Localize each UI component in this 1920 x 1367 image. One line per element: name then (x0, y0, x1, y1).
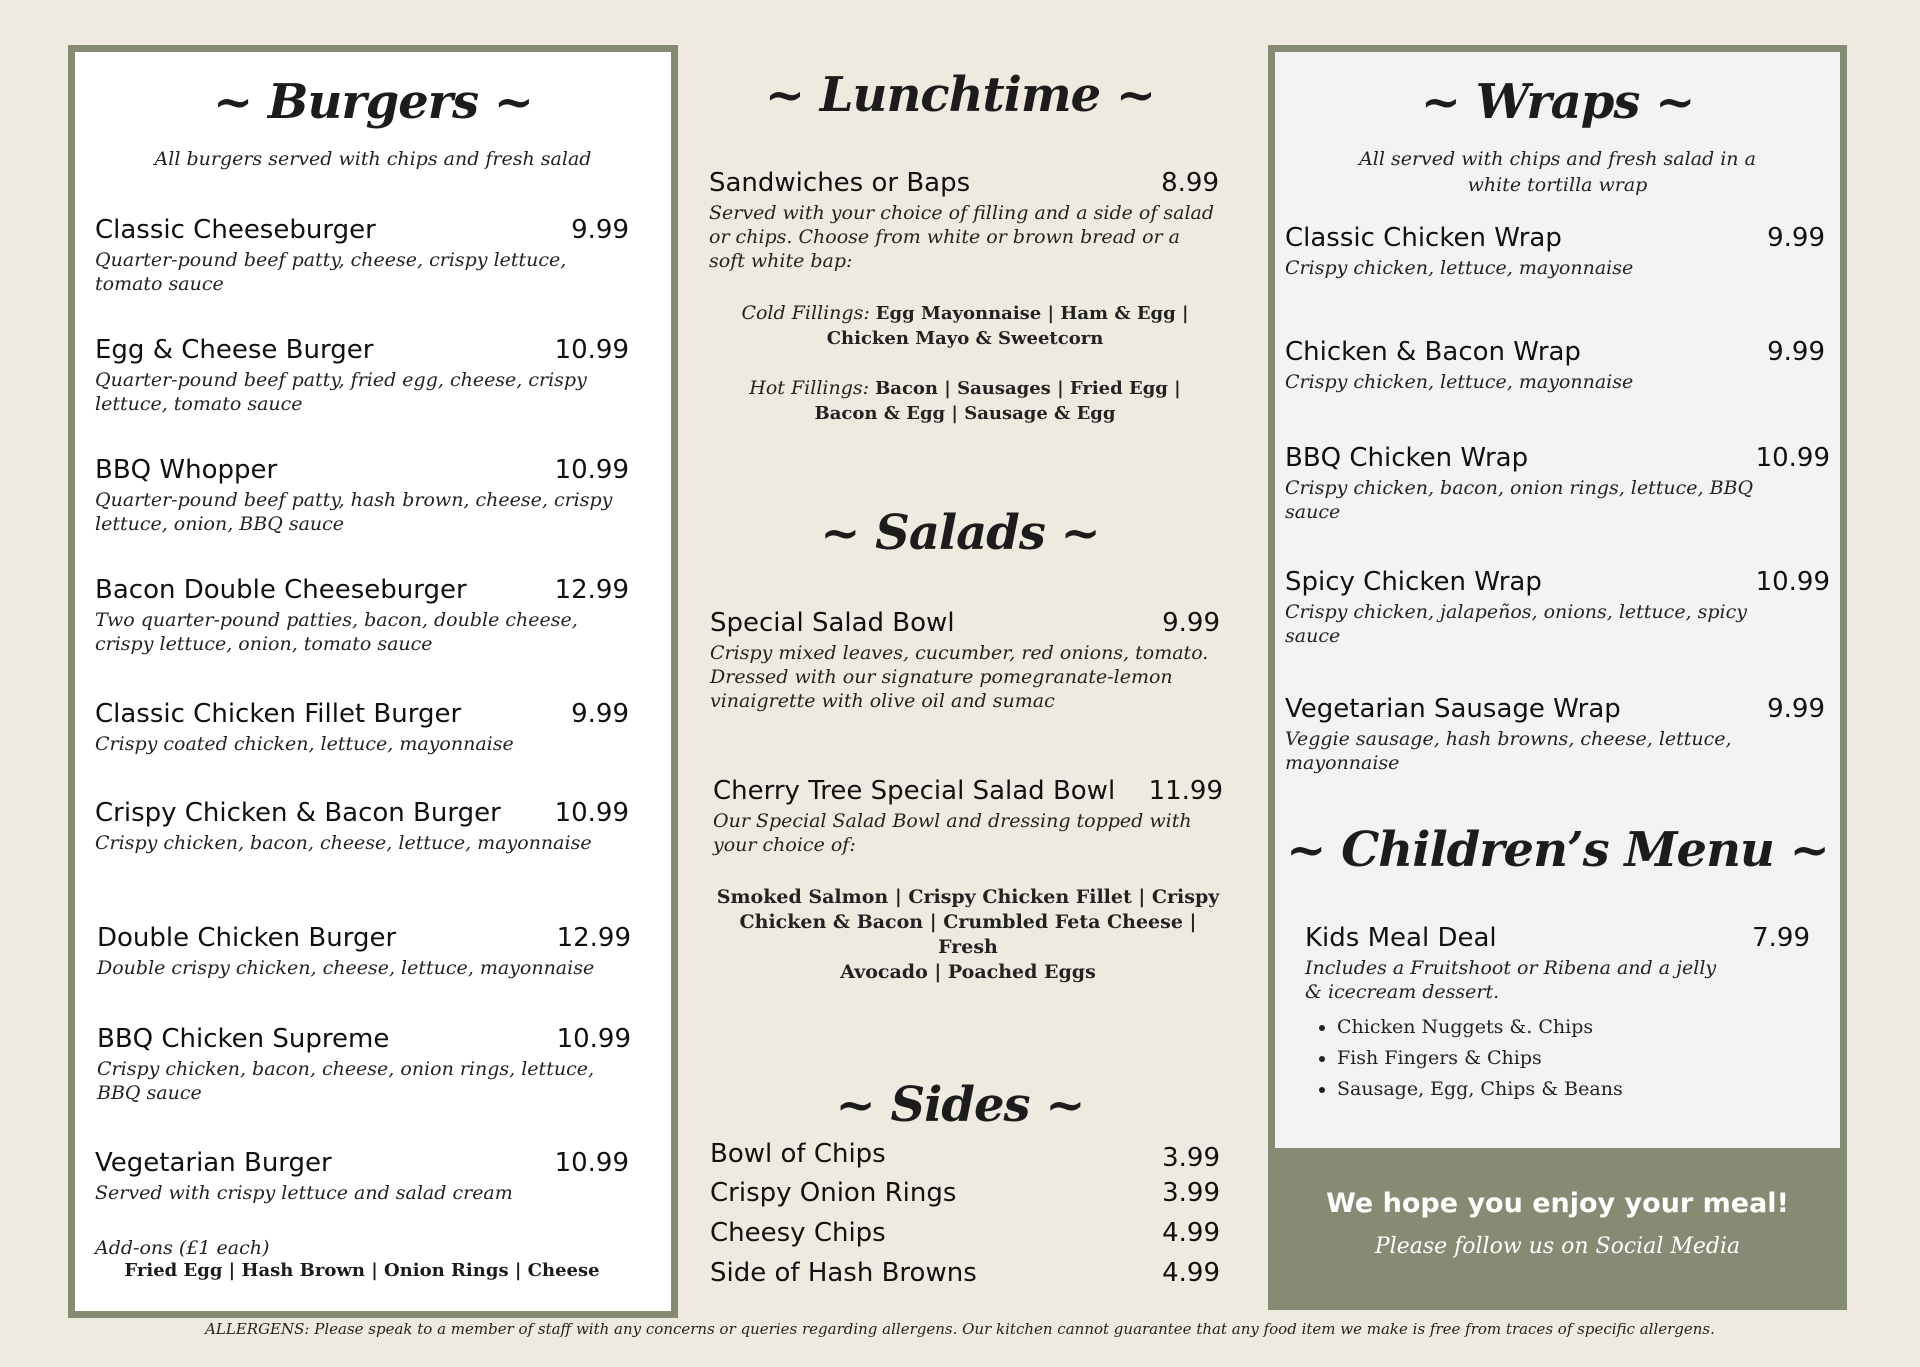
item-price: 9.99 (571, 699, 629, 729)
list-item: • Fish Fingers & Chips (1337, 1043, 1623, 1074)
item-name: Cherry Tree Special Salad Bowl (713, 776, 1116, 806)
hot-fillings-label: Hot Fillings: (749, 377, 870, 399)
hot-fillings-line2: Bacon & Egg | Sausage & Egg (814, 403, 1116, 424)
menu-item (95, 1147, 629, 1205)
item-name: Sandwiches or Baps (709, 168, 971, 198)
burgers-panel (68, 45, 678, 1318)
item-name: BBQ Whopper (95, 455, 278, 485)
item-price: 4.99 (1162, 1258, 1220, 1288)
item-desc: Crispy coated chicken, lettuce, mayonnaise (95, 733, 514, 755)
side-item (710, 1257, 1220, 1293)
hot-fillings-line1: Bacon | Sausages | Fried Egg | (875, 378, 1181, 399)
item-price: 4.99 (1162, 1218, 1220, 1248)
lunchtime-column (690, 45, 1230, 1318)
side-item (710, 1138, 1220, 1174)
menu-item (97, 922, 631, 980)
item-name: BBQ Chicken Wrap (1285, 443, 1529, 473)
cold-fillings-line2: Chicken Mayo & Sweetcorn (826, 328, 1104, 349)
item-price: 12.99 (556, 923, 631, 953)
salad-toppings-line2: Chicken & Bacon | Crumbled Feta Cheese | Fresh (739, 911, 1197, 958)
item-desc: Crispy chicken, bacon, cheese, onion rings, lettuce, BBQ sauce (97, 1058, 594, 1104)
salads-heading: ~ Salads ~ (820, 505, 1100, 561)
item-name: Side of Hash Browns (710, 1258, 977, 1288)
item-price: 7.99 (1752, 923, 1810, 953)
burgers-heading: ~ Burgers ~ (212, 74, 534, 130)
item-price: 10.99 (556, 1024, 631, 1054)
item-price: 10.99 (1755, 443, 1830, 473)
item-price: 9.99 (1767, 694, 1825, 724)
item-name: Special Salad Bowl (710, 608, 955, 638)
item-price: 12.99 (554, 575, 629, 605)
item-price: 3.99 (1162, 1143, 1220, 1173)
menu-item (1305, 922, 1810, 1004)
wraps-subtitle-line1: All served with chips and fresh salad in a (1359, 148, 1756, 170)
item-name: Bowl of Chips (710, 1139, 886, 1169)
sides-heading: ~ Sides ~ (835, 1077, 1085, 1133)
salad-toppings (710, 885, 1226, 985)
item-name: BBQ Chicken Supreme (97, 1024, 390, 1054)
item-name: Crispy Onion Rings (710, 1178, 957, 1208)
item-desc: Our Special Salad Bowl and dressing topped with your choice of: (713, 810, 1192, 856)
addons-list: Fried Egg | Hash Brown | Onion Rings | Cheese (124, 1260, 600, 1281)
item-price: 8.99 (1161, 168, 1219, 198)
wraps-heading: ~ Wraps ~ (1420, 74, 1695, 130)
item-price: 9.99 (1162, 608, 1220, 638)
childrens-menu-heading: ~ Children’s Menu ~ (1286, 822, 1829, 878)
item-name: Double Chicken Burger (97, 923, 397, 953)
menu-item (95, 214, 629, 296)
cold-fillings-label: Cold Fillings: (741, 302, 870, 324)
menu-item (1285, 222, 1825, 280)
salad-toppings-line1: Smoked Salmon | Crispy Chicken Fillet | Crispy (716, 886, 1220, 908)
item-desc: Crispy chicken, jalapeños, onions, lettuce, spicy sauce (1285, 601, 1748, 647)
item-name: Classic Chicken Wrap (1285, 223, 1562, 253)
item-name: Classic Cheeseburger (95, 215, 376, 245)
menu-item (95, 334, 629, 416)
menu-item (95, 698, 629, 756)
item-price: 9.99 (1767, 337, 1825, 367)
item-desc: Two quarter-pound patties, bacon, double cheese, crispy lettuce, onion, tomato sauce (95, 609, 578, 655)
item-name: Egg & Cheese Burger (95, 335, 374, 365)
item-price: 10.99 (554, 1148, 629, 1178)
item-desc: Quarter-pound beef patty, cheese, crispy lettuce, tomato sauce (95, 249, 567, 295)
wraps-subtitle-line2: white tortilla wrap (1467, 174, 1648, 196)
item-desc: Double crispy chicken, cheese, lettuce, mayonnaise (97, 957, 595, 979)
menu-item (95, 574, 629, 656)
item-price: 10.99 (554, 455, 629, 485)
item-desc: Veggie sausage, hash browns, cheese, lettuce, mayonnaise (1285, 728, 1732, 774)
menu-item (95, 797, 629, 855)
item-name: Vegetarian Sausage Wrap (1285, 694, 1621, 724)
burgers-subtitle: All burgers served with chips and fresh salad (154, 148, 592, 170)
menu-item (713, 775, 1223, 857)
cold-fillings-line1: Egg Mayonnaise | Ham & Egg | (875, 303, 1189, 324)
item-desc: Crispy chicken, lettuce, mayonnaise (1285, 371, 1634, 393)
list-item: • Sausage, Egg, Chips & Beans (1337, 1074, 1623, 1105)
salad-toppings-line3: Avocado | Poached Eggs (840, 961, 1096, 983)
menu-item (97, 1023, 631, 1105)
item-name: Classic Chicken Fillet Burger (95, 699, 462, 729)
wraps-panel (1268, 45, 1847, 1148)
menu-item (95, 454, 629, 536)
item-name: Crispy Chicken & Bacon Burger (95, 798, 501, 828)
menu-item (1285, 693, 1825, 775)
item-name: Vegetarian Burger (95, 1148, 332, 1178)
item-desc: Quarter-pound beef patty, fried egg, cheese, crispy lettuce, tomato sauce (95, 369, 587, 415)
lunchtime-heading: ~ Lunchtime ~ (764, 67, 1156, 123)
item-price: 10.99 (554, 798, 629, 828)
item-name: Chicken & Bacon Wrap (1285, 337, 1581, 367)
allergens-notice: ALLERGENS: Please speak to a member of staff with any concerns or queries regarding allergens. Our kitchen cannot guarantee that any food item we make is free from traces of specific allergens. (205, 1320, 1715, 1338)
item-name: Bacon Double Cheeseburger (95, 575, 467, 605)
item-name: Cheesy Chips (710, 1218, 886, 1248)
menu-item (710, 607, 1220, 713)
item-price: 3.99 (1162, 1178, 1220, 1208)
item-price: 9.99 (1767, 223, 1825, 253)
item-desc: Includes a Fruitshoot or Ribena and a jelly & icecream dessert. (1305, 957, 1717, 1003)
item-desc: Crispy mixed leaves, cucumber, red onions, tomato. Dressed with our signature pomegranate-lemon vinaigrette with olive oil and sumac (710, 642, 1209, 712)
item-desc: Served with crispy lettuce and salad cream (95, 1182, 513, 1204)
item-desc: Served with your choice of filling and a side of salad or chips. Choose from white or brown bread or a soft white bap: (709, 202, 1215, 272)
item-desc: Crispy chicken, lettuce, mayonnaise (1285, 257, 1634, 279)
cold-fillings (710, 301, 1220, 351)
item-name: Spicy Chicken Wrap (1285, 567, 1542, 597)
item-desc: Crispy chicken, bacon, cheese, lettuce, mayonnaise (95, 832, 592, 854)
wraps-subtitle (1275, 146, 1840, 198)
kids-options-list (1305, 1012, 1623, 1105)
menu-item (709, 167, 1219, 273)
item-price: 11.99 (1148, 776, 1223, 806)
item-price: 10.99 (554, 335, 629, 365)
hot-fillings (710, 376, 1220, 426)
menu-item (1285, 442, 1830, 524)
item-price: 9.99 (571, 215, 629, 245)
item-price: 10.99 (1755, 567, 1830, 597)
footer-thanks: We hope you enjoy your meal! (1326, 1188, 1789, 1219)
footer-box (1268, 1148, 1847, 1310)
side-item (710, 1177, 1220, 1213)
menu-item (1285, 336, 1825, 394)
footer-social: Please follow us on Social Media (1374, 1234, 1741, 1259)
menu-item (1285, 566, 1830, 648)
item-desc: Crispy chicken, bacon, onion rings, lettuce, BBQ sauce (1285, 477, 1754, 523)
side-item (710, 1217, 1220, 1253)
list-item: • Chicken Nuggets &. Chips (1337, 1012, 1623, 1043)
item-name: Kids Meal Deal (1305, 923, 1497, 953)
addons-label: Add-ons (£1 each) (95, 1237, 270, 1259)
item-desc: Quarter-pound beef patty, hash brown, cheese, crispy lettuce, onion, BBQ sauce (95, 489, 613, 535)
